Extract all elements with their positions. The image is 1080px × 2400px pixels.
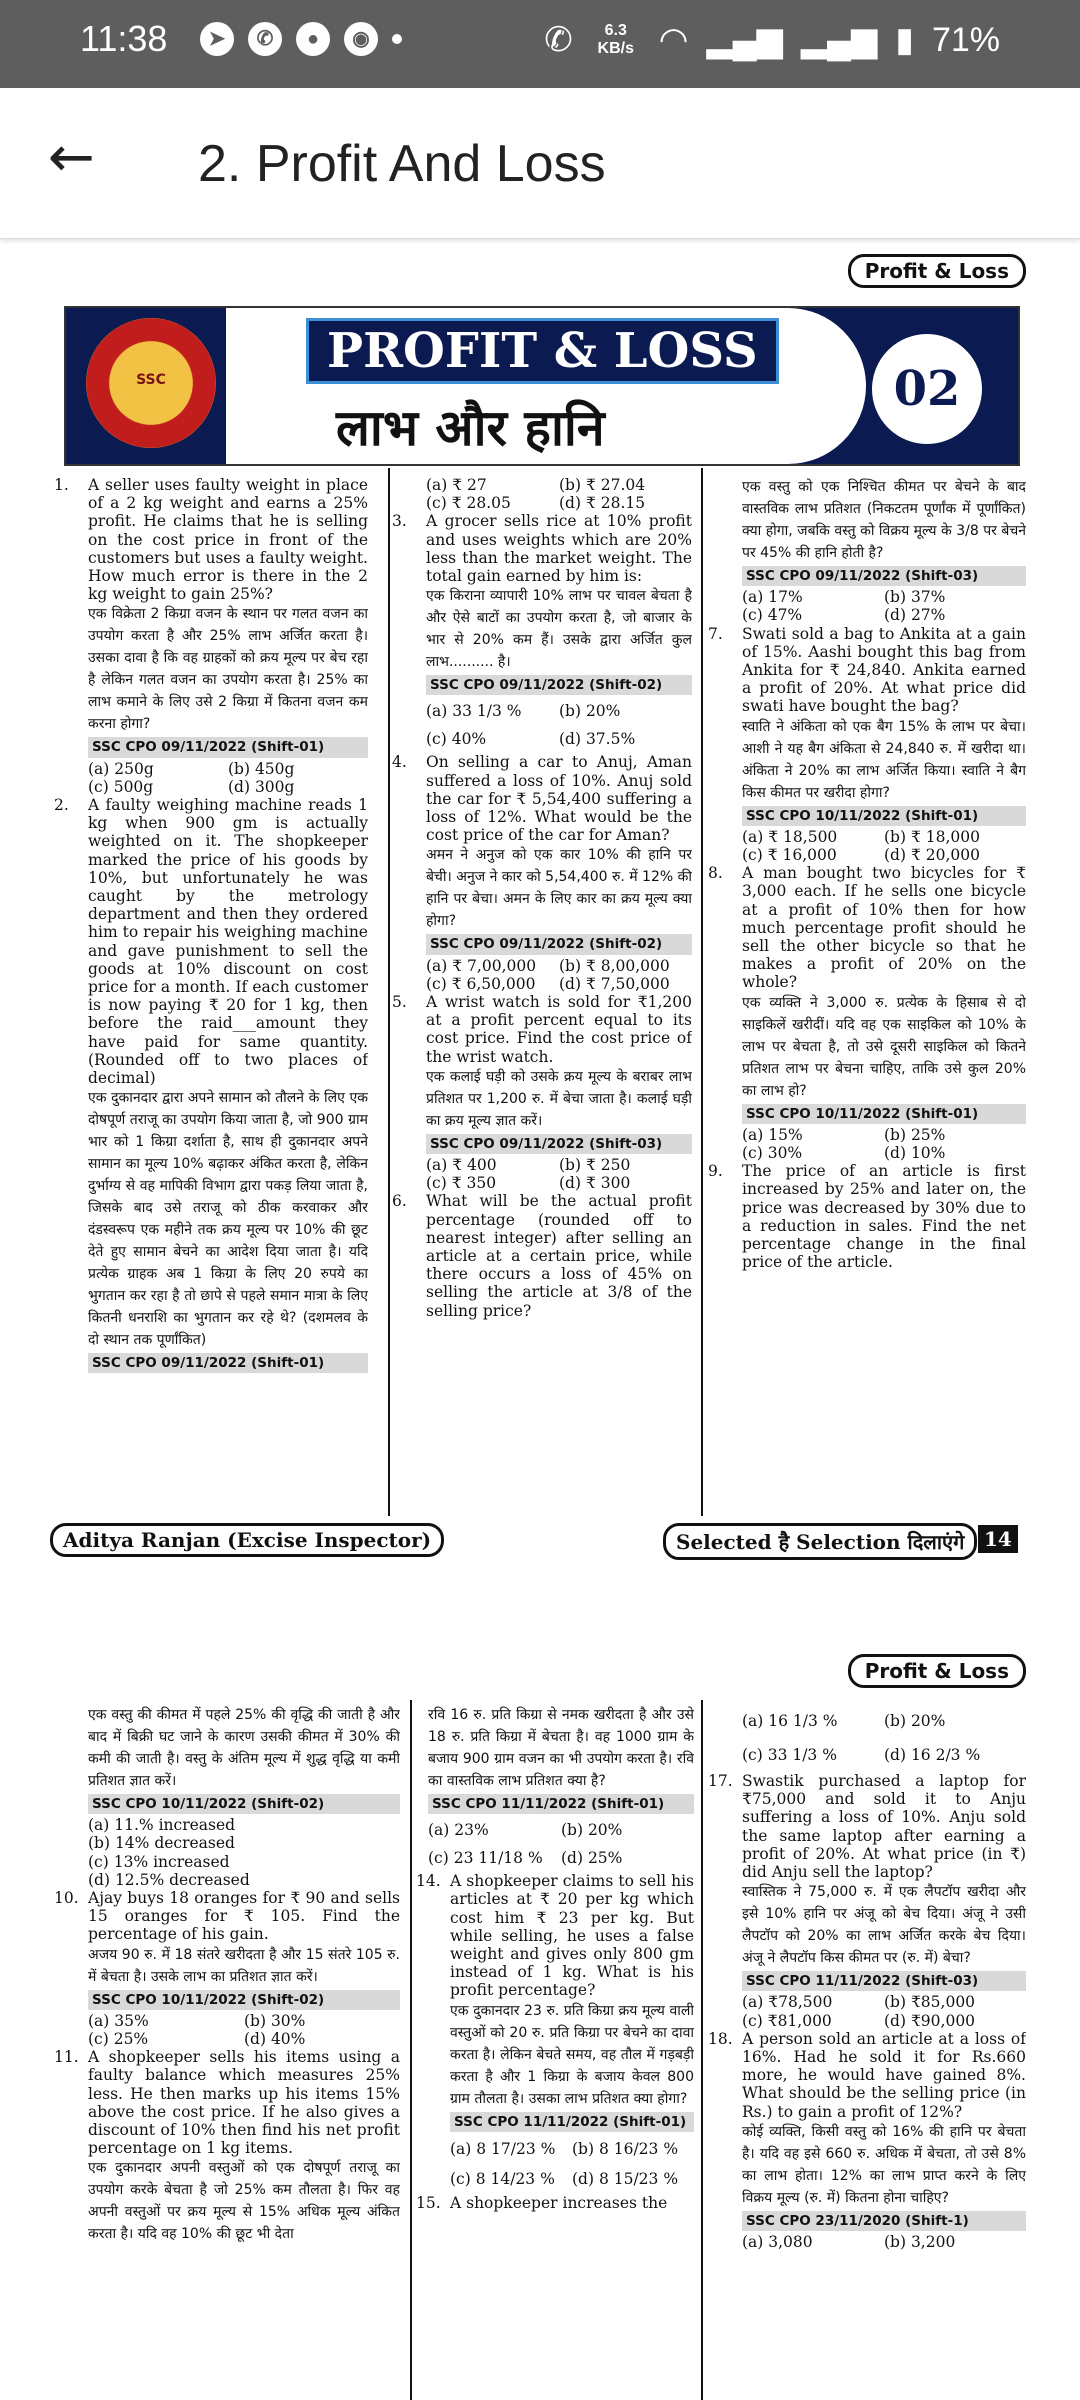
telegram-icon: ➤ — [200, 22, 234, 56]
system-icons — [544, 20, 1000, 60]
question-13-hindi: रवि 16 रु. प्रति किग्रा से नमक खरीदता है और उसे 18 रु. प्रति किग्रा में बेचता है। वह 1000 ग्राम के बजाय 900 ग्राम वजन का भी उपयोग करता है। रवि का वास्तविक लाभ प्रतिशत क्या है? — [428, 1707, 694, 1789]
question-11: 11. A shopkeeper sells his items using a faulty balance which measures 25% less. He then marks up his items 15% above the cost price. If he also gives a discount of 10% then find his net profit percentage on 1 kg items. — [54, 2048, 400, 2158]
options: (a) 33 1/3 % (b) 20% (c) 40% (d) 37.5% — [426, 702, 636, 749]
exam-tag: SSC CPO 09/11/2022 (Shift-01) — [88, 1353, 368, 1373]
chat-icon: ● — [296, 22, 330, 56]
topic-label: Profit & Loss — [848, 254, 1026, 288]
more-dot-icon — [392, 34, 402, 44]
options: (a) 8 17/23 % (b) 8 16/23 % (c) 8 14/23 % (d) 8 15/23 % — [450, 2139, 679, 2188]
question-5-hindi: एक कलाई घड़ी को उसके क्रय मूल्य के बराबर लाभ प्रतिशत पर 1,200 रु. में बेचा जाता है। कलाई घड़ी का क्रय मूल्य ज्ञात करें। — [426, 1068, 692, 1129]
question-9-hindi: एक वस्तु की कीमत में पहले 25% की वृद्धि की जाती है और बाद में बिक्री घट जाने के कारण उसकी कीमत में 30% की कमी की जाती है। वस्तु के अंतिम मूल्य में शुद्ध वृद्धि या कमी प्रतिशत ज्ञात करें। — [88, 1707, 400, 1789]
page-number: 14 — [978, 1525, 1018, 1553]
column-3 — [708, 1704, 1026, 2400]
question-3: 3. A grocer sells rice at 10% profit and uses weights which are 20% less than the market weight. The total gain earned by him is: — [392, 512, 692, 586]
app-bar — [0, 88, 1080, 239]
question-7: 7. Swati sold a bag to Ankita at a gain of 15%. Aashi bought this bag from Ankita for ₹ 24,840. Ankita earned a profit of 20%. At what price did swati have bought the bag? — [708, 624, 1026, 716]
signal-2-icon: ▂▄▆ — [800, 21, 878, 59]
column-divider — [701, 468, 703, 1516]
exam-tag: SSC CPO 09/11/2022 (Shift-01) — [88, 737, 368, 757]
column-1 — [54, 476, 368, 1516]
options: (a) ₹ 400 (b) ₹ 250 (c) ₹ 350 (d) ₹ 300 — [426, 1156, 631, 1193]
slogan-footer: Selected है Selection दिलाएंगे — [663, 1523, 977, 1560]
wifi-icon: ◠ — [658, 21, 689, 59]
options: (a) 3,080 (b) 3,200 — [742, 2233, 956, 2252]
exam-tag: SSC CPO 10/11/2022 (Shift-01) — [742, 1104, 1026, 1124]
question-7-hindi: स्वाति ने अंकिता को एक बैग 15% के लाभ पर बेचा। आशी ने यह बैग अंकिता से 24,840 रु. में खरीदा था। अंकिता ने 20% का लाभ अर्जित किया। स्वाति ने बैग किस कीमत पर खरीदा होगा? — [742, 718, 1026, 801]
question-14: 14. A shopkeeper claims to sell his articles at ₹ 20 per kg which cost him ₹ 23 per kg. But while selling, he uses a false weight and gives only 800 gm instead of 1 kg. What is his profit percentage? — [416, 1872, 694, 2000]
column-divider — [701, 1700, 703, 2400]
options: (a) ₹ 18,500 (b) ₹ 18,000 (c) ₹ 16,000 (d) ₹ 20,000 — [742, 827, 980, 865]
page-title: 2. Profit And Loss — [198, 135, 606, 193]
question-8-hindi: एक व्यक्ति ने 3,000 रु. प्रत्येक के हिसाब से दो साइकिलें खरीदीं। यदि वह एक साइकिल को 10% के लाभ पर बेचता है, तो उसे दूसरी साइकिल को कितने प्रतिशत लाभ पर बेचना चाहिए, ताकि उसे कुल 20% का लाभ हो? — [742, 994, 1026, 1099]
page-gap — [0, 1566, 1080, 1636]
question-6-hindi: एक वस्तु को एक निश्चित कीमत पर बेचने के बाद वास्तविक लाभ प्रतिशत (निकटतम पूर्णांक में पूर्णांकित) क्या होगा, जबकि वस्तु को विक्रय मूल्य के 3/8 पर बेचने पर 45% की हानि होती है? — [742, 479, 1026, 561]
question-6: 6. What will be the actual profit percentage (rounded off to nearest integer) after selling an article at a certain price, while there occurs a loss of 45% on selling the article at 3/8 of the selling price? — [392, 1192, 692, 1320]
battery-icon: ▮ — [895, 21, 914, 59]
exam-tag: SSC CPO 11/11/2022 (Shift-01) — [450, 2112, 694, 2132]
exam-tag: SSC CPO 11/11/2022 (Shift-03) — [742, 1971, 1026, 1991]
question-1: 1. A seller uses faulty weight in place of a 2 kg weight and earns a 25% profit. He claims that he is selling on the cost price in front of the customers but uses a faulty weight. How much error is there in the 2 kg weight to gain 25%? — [54, 476, 368, 604]
exam-tag: SSC CPO 09/11/2022 (Shift-03) — [426, 1134, 692, 1154]
battery-level: 71% — [931, 20, 1000, 59]
signal-icon: ▂▄▆ — [706, 21, 783, 59]
question-2: 2. A faulty weighing machine reads 1 kg when 900 gm is actually weighted on it. The shopkeeper marked the price of his goods by 10%, but unfortunately he was caught by the metrology department and then they ordered him to repair his weighing machine and gave punishment to sell the goods at 10% discount on cost price for a month. If each customer is now paying ₹ 20 for 1 kg, then before the raid___amount they have paid for same quantity. (Rounded off to two places of decimal) — [54, 796, 368, 1088]
exam-tag: SSC CPO 10/11/2022 (Shift-01) — [742, 806, 1026, 826]
question-3-hindi: एक किराना व्यापारी 10% लाभ पर चावल बेचता है और ऐसे बाटों का उपयोग करता है, जो बाजार के भार से 20% कम हैं। उसके द्वारा अर्जित कुल लाभ.......... है। — [426, 588, 692, 671]
options: (a) 35% (b) 30% (c) 25% (d) 40% — [88, 2011, 306, 2049]
status-bar — [0, 0, 1080, 88]
question-15: 15. A shopkeeper increases the — [416, 2193, 668, 2212]
topic-label: Profit & Loss — [848, 1654, 1026, 1688]
clock: 11:38 — [80, 18, 168, 59]
column-2 — [392, 476, 692, 1516]
question-9: 9. The price of an article is first increased by 25% and later on, the price was decreased by 30% due to a reduction in sales. Find the net percentage change in the final price of the article. — [708, 1162, 1026, 1272]
banner-title-hi: लाभ और हानि — [336, 399, 605, 457]
column-divider — [410, 1700, 412, 2400]
net-speed: 6.3 KB/s — [597, 22, 634, 57]
ssc-emblem-icon: SSC — [86, 318, 216, 448]
options: (a) ₹78,500 (b) ₹85,000 (c) ₹81,000 (d) ₹90,000 — [742, 1993, 976, 2030]
column-1 — [54, 1704, 400, 2400]
exam-tag: SSC CPO 09/11/2022 (Shift-03) — [742, 566, 1026, 586]
exam-tag: SSC CPO 10/11/2022 (Shift-02) — [88, 1794, 400, 1814]
question-4: 4. On selling a car to Anuj, Aman suffered a loss of 10%. Anuj sold the car for ₹ 5,54,400 suffering a loss of 12%. What would be the cost price of the car for Aman? — [392, 753, 692, 845]
question-2-hindi: एक दुकानदार द्वारा अपने सामान को तौलने के लिए एक दोषपूर्ण तराजू का उपयोग किया जाता है, जो 900 ग्राम भार को 1 किग्रा दर्शाता है, साथ ही दुकानदार अपने सामान का मूल्य 10% बढ़ाकर अंकित करता है, लेकिन दुर्भाग्य से वह मापिकी विभाग द्वारा पकड़ लिया जाता है, जिसके बाद उसे तराजू को ठीक करवाकर और दंडस्वरूप एक महीने तक क्रय मूल्य पर 10% की छूट देते हुए सामान बेचने का आदेश दिया जाता है। यदि प्रत्येक ग्राहक अब 1 किग्रा के लिए 20 रुपये का भुगतान कर रहा है तो छापे से पहले समान मात्रा के लिए कितनी धनराशि का भुगतान कर रहे थे? (दशमलव के दो स्थान तक पूर्णांकित) — [88, 1090, 368, 1349]
question-8: 8. A man bought two bicycles for ₹ 3,000 each. If he sells one bicycle at a profit of 10% then for how much percentage profit should he sell the other bicycle so that he makes a profit of 20% on the whole? — [708, 864, 1026, 992]
column-2 — [416, 1704, 694, 2400]
options: (a) ₹ 7,00,000 (b) ₹ 8,00,000 (c) ₹ 6,50,000 (d) ₹ 7,50,000 — [426, 956, 670, 993]
question-1-hindi: एक विक्रेता 2 किग्रा वजन के स्थान पर गलत वजन का उपयोग करता है और 25% लाभ अर्जित करता है। उसका दावा है कि वह ग्राहकों को क्रय मूल्य पर बेच रहा है लेकिन गलत वजन का उपयोग करता है। 25% का लाभ कमाने के लिए उसे 2 किग्रा में कितना वजन कम करना होगा? — [88, 606, 368, 733]
options: (a) 15% (b) 25% (c) 30% (d) 10% — [742, 1125, 946, 1163]
options: (a) 250g (b) 450g (c) 500g (d) 300g — [88, 759, 295, 796]
exam-tag: SSC CPO 09/11/2022 (Shift-02) — [426, 675, 692, 695]
question-18-hindi: कोई व्यक्ति, किसी वस्तु को 16% की हानि पर बेचता है। यदि वह इसे 660 रु. अधिक में बेचता, तो उसे 8% का लाभ होता। 12% का लाभ प्राप्त करने के लिए विक्रय मूल्य (रु. में) कितना होना चाहिए? — [742, 2123, 1026, 2206]
chapter-number: 02 — [866, 328, 988, 450]
wifi-call-icon: ✆ — [544, 21, 573, 59]
question-18: 18. A person sold an article at a loss of 16%. Had he sold it for Rs.660 more, he would have gained 8%. What should be the selling price (in Rs.) to gain a profit of 12%? — [708, 2029, 1026, 2121]
column-divider — [388, 468, 390, 1516]
exam-tag: SSC CPO 10/11/2022 (Shift-02) — [88, 1990, 400, 2010]
question-17: 17. Swastik purchased a laptop for ₹75,000 and sold it to Anju suffering a loss of 10%. Anju sold the same laptop after earning a profit of 20%. At what price (in ₹) did Anju sell the laptop? — [708, 1772, 1026, 1882]
question-10-hindi: अजय 90 रु. में 18 संतरे खरीदता है और 15 संतरे 105 रु. में बेचता है। उसके लाभ का प्रतिशत ज्ञात करें। — [88, 1946, 400, 1985]
options: (a) 16 1/3 % (b) 20% (c) 33 1/3 % (d) 16 2/3 % — [742, 1712, 981, 1764]
options: (a) 11.% increased (b) 14% decreased (c) 13% increased (d) 12.5% decreased — [88, 1816, 250, 1889]
app-icon: ◉ — [344, 22, 378, 56]
options: (a) 17% (b) 37% (c) 47% (d) 27% — [742, 588, 946, 625]
exam-tag: SSC CPO 09/11/2022 (Shift-02) — [426, 934, 692, 954]
exam-tag: SSC CPO 23/11/2020 (Shift-1) — [742, 2211, 1026, 2231]
question-4-hindi: अमन ने अनुज को एक कार 10% की हानि पर बेची। अनुज ने कार को 5,54,400 रु. में 12% की हानि पर बेचा। अमन के लिए कार का क्रय मूल्य क्या होगा? — [426, 847, 692, 930]
options: (a) ₹ 27 (b) ₹ 27.04 (c) ₹ 28.05 (d) ₹ 28.15 — [426, 476, 646, 513]
options: (a) 23% (b) 20% (c) 23 11/18 % (d) 25% — [428, 1821, 623, 1868]
question-11-hindi: एक दुकानदार अपनी वस्तुओं को एक दोषपूर्ण तराजू का उपयोग करके बेचता है जो 25% कम तौलता है। फिर वह अपनी वस्तुओं पर क्रय मूल्य से 15% अधिक मूल्य अंकित करता है। यदि वह 10% की छूट भी देता — [88, 2160, 400, 2243]
notification-icons — [200, 22, 402, 56]
exam-tag: SSC CPO 11/11/2022 (Shift-01) — [428, 1794, 694, 1814]
author-footer: Aditya Ranjan (Excise Inspector) — [50, 1523, 444, 1557]
whatsapp-icon: ✆ — [248, 22, 282, 56]
question-5: 5. A wrist watch is sold for ₹1,200 at a profit percent equal to its cost price. Find the cost price of the wrist watch. — [392, 993, 692, 1066]
chapter-banner — [64, 306, 1020, 466]
question-10: 10. Ajay buys 18 oranges for ₹ 90 and sells 15 oranges for ₹ 105. Find the percentage of his gain. — [54, 1889, 400, 1944]
back-arrow-icon[interactable]: ← — [48, 125, 95, 190]
column-3 — [708, 476, 1026, 1516]
question-17-hindi: स्वास्तिक ने 75,000 रु. में एक लैपटॉप खरीदा और इसे 10% हानि पर अंजू को बेच दिया। अंजू ने उसी लैपटॉप को 20% का लाभ अर्जित करके बेच दिया। अंजू ने लैपटॉप किस कीमत पर (रु. में) बेचा? — [742, 1884, 1026, 1967]
question-14-hindi: एक दुकानदार 23 रु. प्रति किग्रा क्रय मूल्य वाली वस्तुओं को 20 रु. प्रति किग्रा पर बेचने का दावा करता है। लेकिन बेचते समय, वह तौल में गड़बड़ी करता है और 1 किग्रा के बजाय केवल 800 ग्राम तौलता है। उसका लाभ प्रतिशत क्या होगा? — [450, 2002, 694, 2107]
banner-title-en: PROFIT & LOSS — [306, 318, 779, 384]
